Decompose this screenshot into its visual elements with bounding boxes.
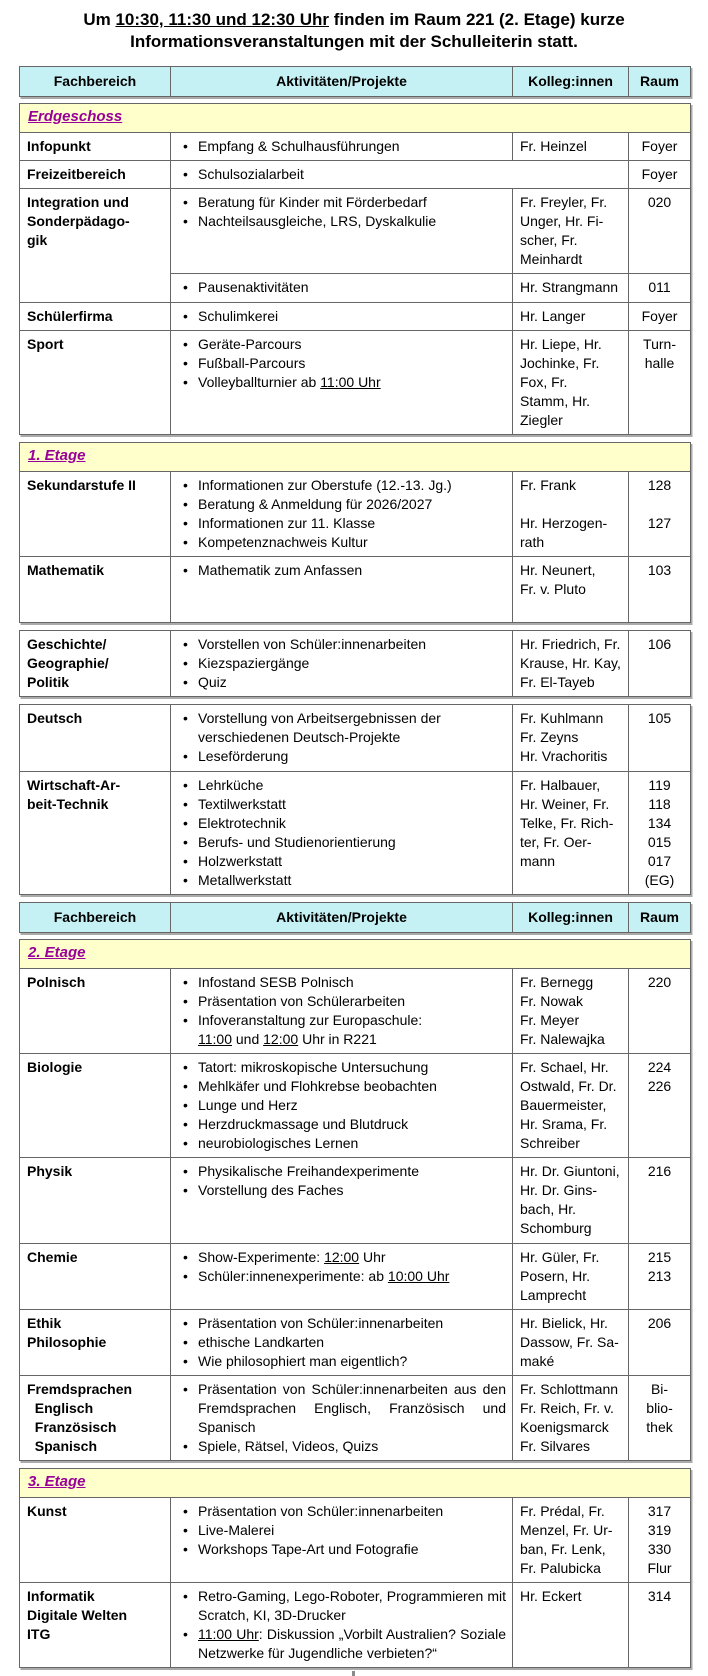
- aktivitaeten-cell: [171, 1498, 513, 1583]
- bullet-text: Leseförderung: [198, 748, 289, 765]
- floor-section-cell: [20, 103, 691, 132]
- bullet-text: Holzwerkstatt: [198, 852, 283, 869]
- raum-cell: 106: [629, 631, 691, 697]
- bullet-item: [177, 973, 506, 992]
- table-row-sekundarstufe-ii: [20, 472, 691, 557]
- bullet-text: Nachteilsausgleiche, LRS, Dyskalkulie: [198, 213, 437, 230]
- bullet-item: [177, 1011, 506, 1049]
- bullet-text: Infostand SESB Polnisch: [198, 974, 354, 991]
- rows-table-4: [19, 704, 691, 894]
- column-header-cell-kolleg-innen: Kolleg:innen: [513, 66, 629, 96]
- underlined-time-text: 12:00: [263, 1031, 299, 1048]
- bullet-text: : Diskussion „Vorbilt Australien? Soziale Netzwerke für Jugendliche verbieten?“: [198, 1626, 506, 1662]
- table-row-kunst: [20, 1498, 691, 1583]
- bullet-text: Schüler:innenexperimente: ab: [198, 1267, 388, 1284]
- fachbereich-cell-geschichte: Geschichte/ Geographie/ Politik: [20, 631, 171, 697]
- kollegen-cell: Hr. Güler, Fr. Posern, Hr. Lamprecht: [513, 1243, 629, 1309]
- bullet-item: [177, 495, 506, 514]
- document-title: [6, 9, 702, 54]
- floor-section-cell: [20, 939, 691, 968]
- aktivitaeten-cell: [171, 1158, 513, 1243]
- bullet-text: Volleyballturnier ab: [198, 373, 321, 390]
- raum-cell: 011: [629, 274, 691, 302]
- bullet-item: [177, 852, 506, 871]
- bullet-text: Show-Experimente:: [198, 1248, 325, 1265]
- bullet-text: Spiele, Rätsel, Videos, Quizs: [198, 1437, 379, 1454]
- bullet-item: [177, 1134, 506, 1153]
- raum-cell: 215 213: [629, 1243, 691, 1309]
- bullet-item: [177, 795, 506, 814]
- column-header-cell-raum: Raum: [629, 902, 691, 932]
- bullet-text: Informationen zur Oberstufe (12.-13. Jg.): [198, 477, 452, 494]
- kollegen-cell: Hr. Neunert, Fr. v. Pluto: [513, 557, 629, 623]
- bullet-item: [177, 1380, 506, 1437]
- fachbereich-cell-sport: Sport: [20, 330, 171, 434]
- tables-container: [0, 66, 708, 1669]
- floor-table-1-etage: [19, 442, 691, 624]
- raum-cell: 103: [629, 557, 691, 623]
- fachbereich-cell-fremdsprachen: Fremdsprachen Englisch Französisch Spanisch: [20, 1375, 171, 1460]
- raum-cell: 216: [629, 1158, 691, 1243]
- aktivitaeten-cell: [171, 771, 513, 894]
- aktivitaeten-cell: [171, 133, 513, 161]
- bullet-item: [177, 1314, 506, 1333]
- table-row-sch-lerfirma: [20, 302, 691, 330]
- bullet-text: Schulimkerei: [198, 307, 279, 324]
- bullet-item: [177, 1115, 506, 1134]
- bullet-item: [177, 278, 506, 297]
- aktivitaeten-cell: [171, 189, 513, 274]
- bullet-item: [177, 1096, 506, 1115]
- floor-section-label: 2. Etage: [28, 943, 86, 961]
- kollegen-cell: Hr. Strangmann: [513, 274, 629, 302]
- bullet-text: Fußball-Parcours: [198, 354, 306, 371]
- bullet-text: Workshops Tape-Art und Fotografie: [198, 1541, 419, 1558]
- table-row-fremdsprachen: [20, 1375, 691, 1460]
- floor-section-row: [20, 103, 691, 132]
- raum-cell: Foyer: [629, 161, 691, 189]
- raum-cell: 128 127: [629, 472, 691, 557]
- column-header-cell-aktivit-ten-projekte: Aktivitäten/Projekte: [171, 66, 513, 96]
- bullet-item: [177, 1267, 506, 1286]
- underlined-time-text: 11:00 Uhr: [198, 1626, 259, 1643]
- title-text-pre: Um: [83, 10, 116, 29]
- bullet-text: Empfang & Schulhausführungen: [198, 138, 400, 155]
- bullet-text: Elektrotechnik: [198, 814, 286, 831]
- aktivitaeten-cell: [171, 969, 513, 1054]
- floor-section-row: [20, 442, 691, 471]
- floor-table-erdgeschoss: [19, 103, 691, 435]
- floor-section-row: [20, 1468, 691, 1497]
- fachbereich-cell-chemie: Chemie: [20, 1243, 171, 1309]
- underlined-time-text: 12:00: [324, 1248, 360, 1265]
- aktivitaeten-cell: [171, 557, 513, 623]
- bullet-text: Vorstellung von Arbeitsergebnissen der verschiedenen Deutsch-Projekte: [198, 710, 441, 746]
- floor-section-cell: [20, 1468, 691, 1497]
- column-header-cell-fachbereich: Fachbereich: [20, 902, 171, 932]
- kollegen-cell: Fr. Halbauer, Hr. Weiner, Fr. Telke, Fr. Rich- ter, Fr. Oer- mann: [513, 771, 629, 894]
- raum-cell: 206: [629, 1309, 691, 1375]
- raum-cell: 020: [629, 189, 691, 274]
- aktivitaeten-cell: [171, 1243, 513, 1309]
- raum-cell: 314: [629, 1583, 691, 1668]
- bullet-item: [177, 165, 622, 184]
- fachbereich-cell-sekundarstufe-ii: Sekundarstufe II: [20, 472, 171, 557]
- column-header-cell-raum: Raum: [629, 66, 691, 96]
- bullet-text: Lehrküche: [198, 776, 264, 793]
- raum-cell: 220: [629, 969, 691, 1054]
- raum-cell: Turn- halle: [629, 330, 691, 434]
- fachbereich-cell-informatik: Informatik Digitale Welten ITG: [20, 1583, 171, 1668]
- bullet-text: Uhr in R221: [298, 1031, 377, 1048]
- kollegen-cell: Fr. Schlottmann Fr. Reich, Fr. v. Koenigsmarck Fr. Silvares: [513, 1375, 629, 1460]
- raum-cell: 105: [629, 705, 691, 771]
- raum-cell: Foyer: [629, 133, 691, 161]
- table-row-integration-und: [20, 189, 691, 274]
- bullet-text: Pausenaktivitäten: [198, 279, 309, 296]
- floor-table-2-etage: [19, 939, 691, 1461]
- bullet-item: [177, 1248, 506, 1267]
- bullet-text: Berufs- und Studienorientierung: [198, 833, 396, 850]
- floor-section-label: 1. Etage: [28, 446, 86, 464]
- bullet-text: ethische Landkarten: [198, 1333, 325, 1350]
- bullet-item: [177, 373, 506, 392]
- table-row-biologie: [20, 1054, 691, 1158]
- aktivitaeten-cell: [171, 274, 513, 302]
- bullet-item: [177, 476, 506, 495]
- bullet-item: [177, 635, 506, 654]
- table-row-informatik: [20, 1583, 691, 1668]
- bullet-item: [177, 709, 506, 747]
- bullet-item: [177, 654, 506, 673]
- table-row-infopunkt: [20, 133, 691, 161]
- bullet-text: Geräte-Parcours: [198, 335, 302, 352]
- kollegen-cell: Fr. Prédal, Fr. Menzel, Fr. Ur- ban, Fr. Lenk, Fr. Palubicka: [513, 1498, 629, 1583]
- bullet-text: Beratung für Kinder mit Förderbedarf: [198, 194, 427, 211]
- kollegen-cell: Hr. Friedrich, Fr. Krause, Hr. Kay, Fr. El-Tayeb: [513, 631, 629, 697]
- bullet-item: [177, 1540, 506, 1559]
- bullet-text: Live-Malerei: [198, 1522, 275, 1539]
- aktivitaeten-cell: [171, 1375, 513, 1460]
- floor-section-row: [20, 939, 691, 968]
- bullet-item: [177, 1333, 506, 1352]
- table-row-geschichte: [20, 631, 691, 697]
- table-row-polnisch: [20, 969, 691, 1054]
- bullet-text: Uhr: [359, 1248, 386, 1265]
- bullet-item: [177, 1162, 506, 1181]
- bullet-item: [177, 514, 506, 533]
- bullet-text: Physikalische Freihandexperimente: [198, 1163, 419, 1180]
- bullet-text: Informationen zur 11. Klasse: [198, 515, 376, 532]
- bullet-text: Infoveranstaltung zur Europaschule:: [198, 1012, 423, 1029]
- column-header-cell-fachbereich: Fachbereich: [20, 66, 171, 96]
- bullet-item: [177, 561, 506, 580]
- bullet-item: [177, 1352, 506, 1371]
- column-header-row: [20, 902, 691, 932]
- kollegen-cell: Hr. Langer: [513, 302, 629, 330]
- bullet-text: Retro-Gaming, Lego-Roboter, Programmieren mit Scratch, KI, 3D-Drucker: [198, 1588, 506, 1624]
- table-row-freizeitbereich: [20, 161, 691, 189]
- title-text-post: finden im Raum 221 (2. Etage) kurze: [328, 10, 625, 29]
- floor-section-label: 3. Etage: [28, 1472, 86, 1490]
- table-row-sport: [20, 330, 691, 434]
- table-row-ethik: [20, 1309, 691, 1375]
- table-row-mathematik: [20, 557, 691, 623]
- kollegen-cell: Fr. Kuhlmann Fr. Zeyns Hr. Vrachoritis: [513, 705, 629, 771]
- bullet-text: Wie philosophiert man eigentlich?: [198, 1352, 408, 1369]
- bullet-item: [177, 1521, 506, 1540]
- bullet-text: und: [232, 1031, 264, 1048]
- bullet-text: Herzdruckmassage und Blutdruck: [198, 1116, 409, 1133]
- fachbereich-cell-sch-lerfirma: Schülerfirma: [20, 302, 171, 330]
- bullet-text: Mehlkäfer und Flohkrebse beobachten: [198, 1078, 437, 1095]
- kollegen-cell: Hr. Eckert: [513, 1583, 629, 1668]
- kollegen-cell: Hr. Dr. Giuntoni, Hr. Dr. Gins- bach, Hr. Schomburg: [513, 1158, 629, 1243]
- page-bottom-mark: [352, 1671, 355, 1676]
- bullet-text: Vorstellung des Faches: [198, 1182, 344, 1199]
- table-row-wirtschaft-ar: [20, 771, 691, 894]
- bullet-text: Metallwerkstatt: [198, 871, 292, 888]
- column-header-table: [19, 902, 691, 933]
- bullet-item: [177, 1587, 506, 1625]
- title-line2: Informationsveranstaltungen mit der Schulleiterin statt.: [130, 32, 578, 52]
- floor-section-cell: [20, 442, 691, 471]
- bullet-text: Präsentation von Schülerarbeiten: [198, 993, 406, 1010]
- bullet-item: [177, 747, 506, 766]
- bullet-item: [177, 1077, 506, 1096]
- kollegen-cell: Fr. Heinzel: [513, 133, 629, 161]
- bullet-text: Präsentation von Schüler:innenarbeiten: [198, 1314, 444, 1331]
- aktivitaeten-cell: [171, 631, 513, 697]
- bullet-item: [177, 814, 506, 833]
- kollegen-cell: Fr. Bernegg Fr. Nowak Fr. Meyer Fr. Nalewajka: [513, 969, 629, 1054]
- bullet-text: Schulsozialarbeit: [198, 166, 304, 183]
- fachbereich-cell-mathematik: Mathematik: [20, 557, 171, 623]
- bullet-item: [177, 307, 506, 326]
- underlined-time-text: 11:00 Uhr: [320, 373, 381, 390]
- kollegen-cell: Hr. Liepe, Hr. Jochinke, Fr. Fox, Fr. Stamm, Hr. Ziegler: [513, 330, 629, 434]
- kollegen-cell: Fr. Schael, Hr. Ostwald, Fr. Dr. Bauermeister, Hr. Srama, Fr. Schreiber: [513, 1054, 629, 1158]
- floor-section-label: Erdgeschoss: [28, 107, 123, 125]
- fachbereich-cell-integration-und: Integration und Sonderpädago- gik: [20, 189, 171, 302]
- document-page: [0, 9, 708, 1676]
- fachbereich-cell-wirtschaft-ar: Wirtschaft-Ar- beit-Technik: [20, 771, 171, 894]
- bullet-item: [177, 833, 506, 852]
- underlined-time-text: 11:00: [198, 1031, 232, 1048]
- fachbereich-cell-ethik: Ethik Philosophie: [20, 1309, 171, 1375]
- bullet-text: Lunge und Herz: [198, 1097, 298, 1114]
- aktivitaeten-cell: [171, 1583, 513, 1668]
- fachbereich-cell-polnisch: Polnisch: [20, 969, 171, 1054]
- fachbereich-cell-kunst: Kunst: [20, 1498, 171, 1583]
- table-row-deutsch: [20, 705, 691, 771]
- bullet-item: [177, 335, 506, 354]
- bullet-item: [177, 137, 506, 156]
- aktivitaeten-cell: [171, 472, 513, 557]
- bullet-text: Kiezspaziergänge: [198, 655, 310, 672]
- underlined-time-text: 10:00 Uhr: [387, 1267, 450, 1284]
- raum-cell: Bi- blio- thek: [629, 1375, 691, 1460]
- floor-table-3-etage: [19, 1468, 691, 1669]
- fachbereich-cell-deutsch: Deutsch: [20, 705, 171, 771]
- bullet-item: [177, 1181, 506, 1200]
- column-header-cell-kolleg-innen: Kolleg:innen: [513, 902, 629, 932]
- bullet-text: neurobiologisches Lernen: [198, 1135, 359, 1152]
- aktivitaeten-cell: [171, 302, 513, 330]
- bullet-item: [177, 1625, 506, 1663]
- table-row-chemie: [20, 1243, 691, 1309]
- aktivitaeten-cell: [171, 1309, 513, 1375]
- column-header-table: [19, 66, 691, 97]
- bullet-item: [177, 1502, 506, 1521]
- kollegen-cell: Hr. Bielick, Hr. Dassow, Fr. Sa- maké: [513, 1309, 629, 1375]
- kollegen-cell: Fr. Freyler, Fr. Unger, Hr. Fi- scher, Fr. Meinhardt: [513, 189, 629, 274]
- bullet-item: [177, 1437, 506, 1456]
- bullet-text: Vorstellen von Schüler:innenarbeiten: [198, 636, 427, 653]
- bullet-text: Präsentation von Schüler:innenarbeiten: [198, 1503, 444, 1520]
- bullet-item: [177, 992, 506, 1011]
- bullet-item: [177, 673, 506, 692]
- bullet-item: [177, 776, 506, 795]
- raum-cell: 119 118 134 015 017 (EG): [629, 771, 691, 894]
- bullet-item: [177, 871, 506, 890]
- fachbereich-cell-freizeitbereich: Freizeitbereich: [20, 161, 171, 189]
- fachbereich-cell-biologie: Biologie: [20, 1054, 171, 1158]
- raum-cell: Foyer: [629, 302, 691, 330]
- bullet-item: [177, 212, 506, 231]
- column-header-cell-aktivit-ten-projekte: Aktivitäten/Projekte: [171, 902, 513, 932]
- aktivitaeten-cell: [171, 330, 513, 434]
- aktivitaeten-cell: [171, 705, 513, 771]
- bullet-text: Mathematik zum Anfassen: [198, 562, 363, 579]
- aktivitaeten-cell: [171, 1054, 513, 1158]
- bullet-text: Tatort: mikroskopische Untersuchung: [198, 1059, 429, 1076]
- kollegen-cell: Fr. Frank Hr. Herzogen- rath: [513, 472, 629, 557]
- rows-table-3: [19, 630, 691, 697]
- fachbereich-cell-physik: Physik: [20, 1158, 171, 1243]
- bullet-item: [177, 193, 506, 212]
- bullet-text: Beratung & Anmeldung für 2026/2027: [198, 496, 433, 513]
- raum-cell: 224 226: [629, 1054, 691, 1158]
- title-times-underlined: 10:30, 11:30 und 12:30 Uhr: [115, 10, 329, 29]
- table-row-physik: [20, 1158, 691, 1243]
- bullet-text: Präsentation von Schüler:innenarbeiten aus den Fremdsprachen Englisch, Französisch und Spanisch: [198, 1380, 506, 1435]
- raum-cell: 317 319 330 Flur: [629, 1498, 691, 1583]
- aktivitaeten-cell: [171, 161, 629, 189]
- bullet-text: Quiz: [198, 674, 227, 691]
- bullet-text: Kompetenznachweis Kultur: [198, 534, 368, 551]
- bullet-item: [177, 533, 506, 552]
- bullet-item: [177, 1058, 506, 1077]
- bullet-item: [177, 354, 506, 373]
- fachbereich-cell-infopunkt: Infopunkt: [20, 133, 171, 161]
- column-header-row: [20, 66, 691, 96]
- bullet-text: Textilwerkstatt: [198, 795, 286, 812]
